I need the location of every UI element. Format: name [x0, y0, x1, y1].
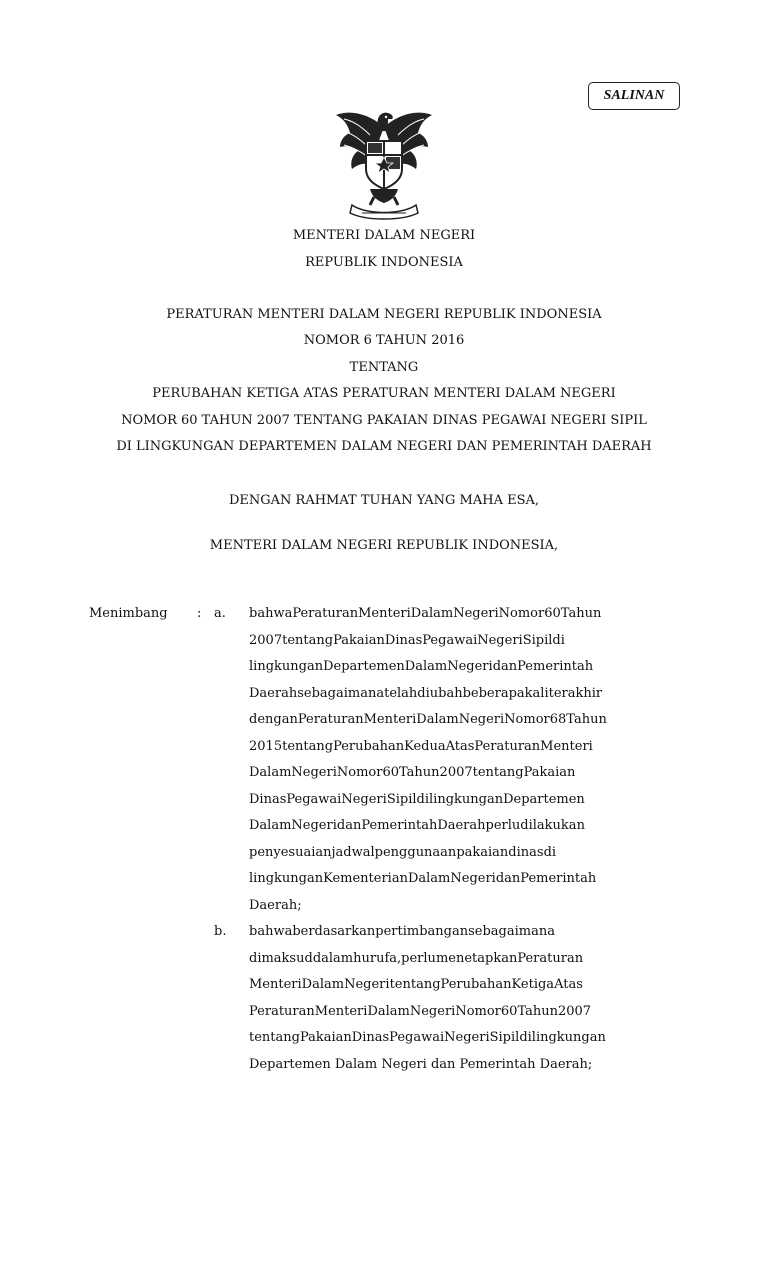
word: beberapa: [462, 685, 525, 701]
word: Dalam: [249, 765, 292, 780]
word: dimaksud: [249, 950, 313, 966]
text-line: [249, 654, 679, 681]
word: tentang: [249, 1030, 300, 1045]
word: Negeri: [447, 659, 493, 674]
word: perlu: [401, 950, 436, 966]
word: Menteri: [358, 606, 411, 621]
text-line: [249, 999, 679, 1026]
word: Daerah: [249, 685, 298, 701]
word: 60: [544, 606, 561, 621]
word: 60: [500, 1003, 518, 1019]
word: telah: [384, 685, 418, 701]
text-line: [249, 813, 679, 840]
word: Dalam: [404, 659, 448, 674]
word: dilakukan: [520, 818, 585, 833]
word: lingkungan: [249, 871, 324, 886]
word: Menteri: [314, 1003, 368, 1019]
text-line: [249, 866, 679, 893]
word: penggunaan: [374, 844, 457, 860]
word: jadwal: [331, 844, 375, 860]
word: tentang: [282, 632, 334, 648]
word: Dinas: [384, 632, 423, 648]
word: Nomor: [336, 765, 383, 780]
word: Atas: [554, 977, 583, 992]
word: 2007: [557, 1003, 592, 1019]
text-line: [249, 707, 679, 734]
word: Daerah: [437, 818, 486, 833]
word: 2015: [249, 738, 283, 754]
text-line: [249, 628, 679, 655]
word: Peraturan: [517, 950, 584, 966]
text-line: Departemen Dalam Negeri dan Pemerintah Daerah;: [249, 1056, 593, 1072]
word: dengan: [249, 712, 298, 727]
text-line: [249, 972, 679, 999]
word: Nomor: [455, 1003, 501, 1019]
word: tentang: [282, 738, 334, 754]
word: dalam: [312, 950, 354, 966]
word: Dalam: [410, 606, 454, 621]
word: Atas: [445, 738, 475, 754]
garuda-emblem-icon: [330, 105, 438, 223]
word: Pemerintah: [517, 659, 594, 674]
word: sebagaimana: [468, 924, 555, 939]
word: Dalam: [367, 1003, 410, 1019]
word: Dinas: [351, 1030, 390, 1045]
text-line: [249, 919, 679, 946]
word: Peraturan: [297, 712, 364, 727]
salinan-stamp: SALINAN: [588, 82, 680, 110]
word: berdasarkan: [292, 924, 376, 939]
word: kali: [524, 685, 549, 701]
word: pertimbangan: [375, 924, 469, 939]
word: di: [519, 1030, 532, 1045]
considering-label: Menimbang: [89, 606, 168, 621]
word: Negeri: [291, 818, 337, 833]
word: Menteri: [363, 712, 417, 727]
word: lingkungan: [429, 791, 504, 807]
text-line: [249, 760, 679, 787]
word: Negeri: [344, 977, 390, 992]
item-a-text: [249, 601, 679, 919]
word: Pegawai: [389, 1030, 445, 1045]
word: Dalam: [249, 818, 292, 833]
word: bahwa: [249, 606, 293, 621]
word: menetapkan: [435, 950, 518, 966]
word: Menteri: [540, 738, 593, 754]
word: Sipil: [489, 1030, 520, 1045]
word: Sipil: [522, 632, 553, 648]
word: pakaian: [456, 844, 509, 860]
word: Pemerintah: [520, 871, 597, 886]
word: Negeri: [453, 606, 499, 621]
word: penyesuaian: [249, 844, 332, 860]
word: Negeri: [409, 1003, 456, 1019]
word: tentang: [472, 765, 524, 780]
word: terakhir: [548, 685, 603, 701]
word: Negeri: [450, 871, 496, 886]
word: dan: [336, 818, 362, 833]
word: tentang: [389, 977, 441, 992]
text-line: Daerah;: [249, 897, 302, 913]
word: Negeri: [458, 712, 505, 727]
word: Menteri: [249, 977, 302, 992]
word: dinas: [508, 844, 544, 860]
word: Nomor: [498, 606, 545, 621]
word: dan: [492, 659, 518, 674]
word: Perubahan: [333, 738, 405, 754]
regulation-subject-line1: PERUBAHAN KETIGA ATAS PERATURAN MENTERI DALAM NEGERI: [152, 386, 616, 401]
word: Peraturan: [474, 738, 541, 754]
word: Dalam: [416, 712, 459, 727]
regulation-subject-line2: NOMOR 60 TAHUN 2007 TENTANG PAKAIAN DINAS PEGAWAI NEGERI SIPIL: [121, 413, 647, 428]
word: di: [416, 791, 429, 807]
word: Ketiga: [511, 977, 555, 992]
word: 2007: [249, 632, 283, 648]
word: 68: [549, 712, 567, 727]
word: Pegawai: [422, 632, 478, 648]
text-line: [249, 681, 679, 708]
minister-title: MENTERI DALAM NEGERI: [292, 228, 476, 243]
word: sebagaimana: [297, 685, 385, 701]
word: Departemen: [503, 791, 585, 807]
word: Nomor: [504, 712, 550, 727]
item-a-marker: a.: [214, 606, 226, 621]
word: Kementerian: [323, 871, 408, 886]
word: Kedua: [404, 738, 446, 754]
opening-authority: MENTERI DALAM NEGERI REPUBLIK INDONESIA,: [209, 538, 559, 553]
word: di: [543, 844, 557, 860]
text-line: [249, 787, 679, 814]
word: 2007: [439, 765, 473, 780]
word: bahwa: [249, 924, 293, 939]
considering-colon: :: [197, 606, 202, 621]
word: Negeri: [341, 791, 387, 807]
text-line: [249, 1025, 679, 1052]
word: Negeri: [444, 1030, 490, 1045]
word: Pegawai: [286, 791, 342, 807]
word: 60: [382, 765, 400, 780]
word: perlu: [485, 818, 521, 833]
word: Departemen: [323, 659, 405, 674]
regulation-about: TENTANG: [349, 360, 419, 375]
word: di: [552, 632, 565, 648]
word: Dalam: [301, 977, 345, 992]
text-line: [249, 946, 679, 973]
word: Peraturan: [292, 606, 359, 621]
word: Pakaian: [299, 1030, 352, 1045]
word: Tahun: [560, 606, 602, 621]
word: Tahun: [399, 765, 440, 780]
text-line: [249, 734, 679, 761]
word: lingkungan: [531, 1030, 606, 1045]
regulation-subject-line3: DI LINGKUNGAN DEPARTEMEN DALAM NEGERI DAN PEMERINTAH DAERAH: [116, 439, 652, 454]
word: huruf: [353, 950, 390, 966]
word: lingkungan: [249, 659, 324, 674]
word: Sipil: [386, 791, 417, 807]
word: Pakaian: [333, 632, 385, 648]
word: a,: [389, 950, 402, 966]
word: diubah: [417, 685, 463, 701]
word: Tahun: [517, 1003, 558, 1019]
text-line: [249, 840, 679, 867]
item-b-marker: b.: [214, 924, 227, 939]
regulation-title: PERATURAN MENTERI DALAM NEGERI REPUBLIK INDONESIA: [166, 307, 602, 322]
word: dan: [495, 871, 521, 886]
word: Pakaian: [523, 765, 576, 780]
text-line: [249, 601, 679, 628]
republic-title: REPUBLIK INDONESIA: [305, 255, 463, 270]
word: Dalam: [407, 871, 451, 886]
word: Tahun: [566, 712, 607, 727]
regulation-number: NOMOR 6 TAHUN 2016: [303, 333, 465, 348]
word: Negeri: [477, 632, 523, 648]
word: Dinas: [249, 791, 287, 807]
word: Negeri: [291, 765, 337, 780]
item-b-text: [249, 919, 679, 1078]
word: Pemerintah: [361, 818, 438, 833]
word: Perubahan: [440, 977, 512, 992]
opening-invocation: DENGAN RAHMAT TUHAN YANG MAHA ESA,: [228, 493, 540, 508]
word: Peraturan: [249, 1003, 315, 1019]
